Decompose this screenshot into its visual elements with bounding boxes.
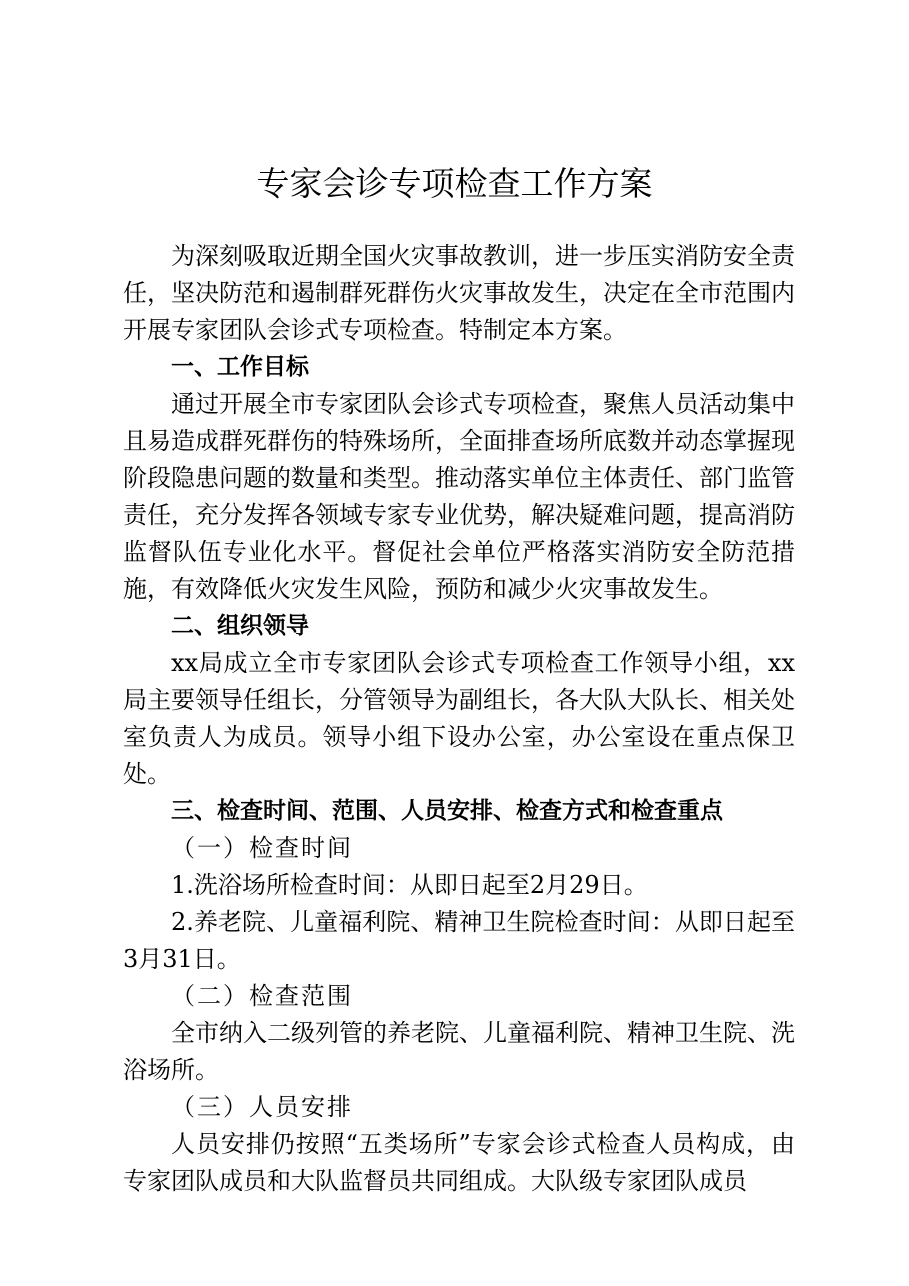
subheading-inspection-time: （一）检查时间 (171, 834, 353, 862)
section-heading-leadership: 二、组织领导 (171, 613, 309, 639)
document-body (123, 238, 795, 1200)
time-item-welfare: 2.养老院、儿童福利院、精神卫生院检查时间：从即日起至3月31日。 (123, 908, 795, 973)
section-heading-goals: 一、工作目标 (171, 354, 309, 380)
document-title: 专家会诊专项检查工作方案 (256, 164, 653, 203)
scope-paragraph: 全市纳入二级列管的养老院、儿童福利院、精神卫生院、洗浴场所。 (123, 1019, 795, 1084)
goals-paragraph: 通过开展全市专家团队会诊式专项检查，聚焦人员活动集中且易造成群死群伤的特殊场所，全面排查场所底数并动态掌握现阶段隐患问题的数量和类型。推动落实单位主体责任、部门监管责任，充分发挥各领域专家专业优势，解决疑难问题，提高消防监督队伍专业化水平。督促社会单位严格落实消防安全防范措施，有效降低火灾发生风险，预防和减少火灾事故发生。 (123, 390, 795, 603)
staffing-paragraph: 人员安排仍按照“五类场所”专家会诊式检查人员构成，由专家团队成员和大队监督员共同组成。大队级专家团队成员 (123, 1130, 795, 1195)
subheading-staffing: （三）人员安排 (171, 1093, 353, 1121)
subheading-inspection-scope: （二）检查范围 (171, 982, 353, 1010)
time-item-bathhouse: 1.洗浴场所检查时间：从即日起至2月29日。 (171, 871, 648, 899)
intro-paragraph: 为深刻吸取近期全国火灾事故教训，进一步压实消防安全责任，坚决防范和遏制群死群伤火灾事故发生，决定在全市范围内开展专家团队会诊式专项检查。特制定本方案。 (123, 242, 795, 344)
leadership-paragraph: xx局成立全市专家团队会诊式专项检查工作领导小组，xx局主要领导任组长，分管领导为副组长，各大队大队长、相关处室负责人为成员。领导小组下设办公室，办公室设在重点保卫处。 (123, 649, 795, 788)
section-heading-inspection: 三、检查时间、范围、人员安排、检查方式和检查重点 (171, 798, 723, 824)
